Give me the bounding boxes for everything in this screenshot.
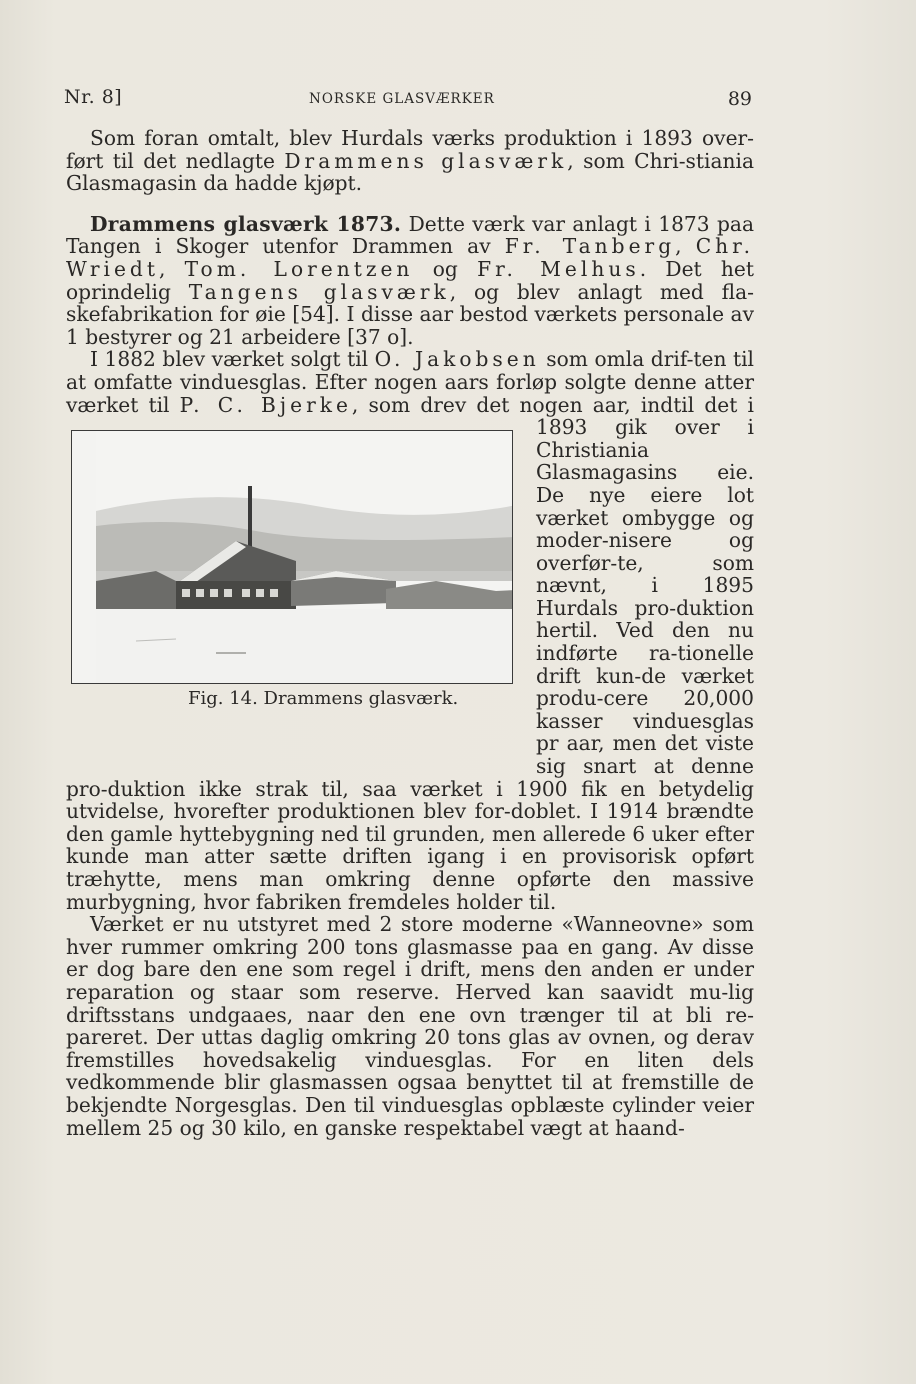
spaced-name: Drammens glasværk xyxy=(284,148,568,173)
figure-caption: Fig. 14. Drammens glasværk. xyxy=(188,688,459,710)
text-span: , som drev det nogen aar, indtil det i 1893 gik over i Christiania Glasmagasins eie. De nye eiere lot værket ombygge og moder-nisere og overfør-te, som nævnt, i 1895 Hurdals pro-duktion hertil. Ved den nu indførte ra-tionelle drift kun-de værket produ-cere 20,000 kasser vinduesglas pr aar, men det viste sig snart at denne pro-duktion ikke strak til, saa værket i 1900 fik en betydelig utvidelse, hvorefter produktionen blev for-doblet. I 1914 brændte den gamle hyttebygning ned til grunden, men allerede 6 uker efter kunde man atter sætte driften igang i en provisorisk opført træhytte, mens man omkring denne opførte den massive murbygning, hvor fabriken fremdeles holder til. xyxy=(66,392,754,914)
snow-ground xyxy=(96,609,513,683)
paragraph-2 xyxy=(66,213,754,349)
text-span: , og blev anlagt med fla-skefabrikation for øie [54]. I disse aar bestod værkets personale av 1 bestyrer og 21 arbeidere [37 o]. xyxy=(66,279,754,349)
paragraph-4 xyxy=(66,913,754,1139)
spaced-name: O. Jakobsen xyxy=(374,347,540,372)
text-span: , xyxy=(675,234,696,259)
article-body xyxy=(66,127,754,1139)
section-gap xyxy=(66,195,754,213)
spaced-name: Tom. Lorentzen xyxy=(184,256,414,281)
text-span: . Det het oprindelig xyxy=(66,256,754,304)
spaced-name: Fr. Melhus xyxy=(477,256,640,281)
paragraph-3 xyxy=(66,348,754,913)
section-heading: Drammens glasværk 1873. xyxy=(90,211,402,236)
issue-number: Nr. 8] xyxy=(64,86,123,108)
text-span: som omla drif-ten til at omfatte vinduesglas. Efter nogen aars forløp solgte denne atter værket til xyxy=(66,347,755,417)
text-span: Dette værk var anlagt i 1873 paa Tangen i Skoger utenfor Drammen av xyxy=(66,211,754,259)
hall-windows xyxy=(182,589,278,597)
text-span: Som foran omtalt, blev Hurdals værks produktion i 1893 over-ført til det nedlagte xyxy=(66,126,754,173)
spaced-name: Fr. Tanberg xyxy=(504,234,676,259)
text-span: , som Chri-stiania Glasmagasin da hadde kjøpt. xyxy=(66,148,754,196)
spaced-name: Tangens glasværk xyxy=(188,279,450,304)
factory-illustration xyxy=(96,431,513,683)
running-header xyxy=(64,86,752,116)
text-span: Værket er nu utstyret med 2 store moderne «Wanneovne» som hver rummer omkring 200 tons glasmasse paa en gang. Av disse er dog bare den ene som regel i drift, mens den anden er under reparation og staar som reserve. Herved kan saavidt mu-lig driftsstans undgaaes, naar den ene ovn trænger til at bli re-pareret. Der uttas daglig omkring 20 tons glas av ovnen, og derav fremstilles hovedsakelig vinduesglas. For en liten dels vedkommende blir glasmassen ogsaa benyttet til at fremstille de bekjendte Norgesglas. Den til vinduesglas opblæste cylinder veier mellem 25 og 30 kilo, en ganske respektabel vægt at haand- xyxy=(66,912,754,1140)
text-span: I 1882 blev værket solgt til xyxy=(90,347,375,372)
figure xyxy=(66,416,516,761)
spaced-name: Chr. Wriedt xyxy=(66,234,754,281)
text-span: , xyxy=(158,256,185,281)
spaced-name: P. C. Bjerke xyxy=(179,392,352,417)
running-title: NORSKE GLASVÆRKER xyxy=(309,91,495,107)
page-number: 89 xyxy=(727,88,752,110)
text-span: og xyxy=(413,256,478,281)
factory-photo xyxy=(71,430,513,684)
paragraph-1 xyxy=(66,127,754,195)
